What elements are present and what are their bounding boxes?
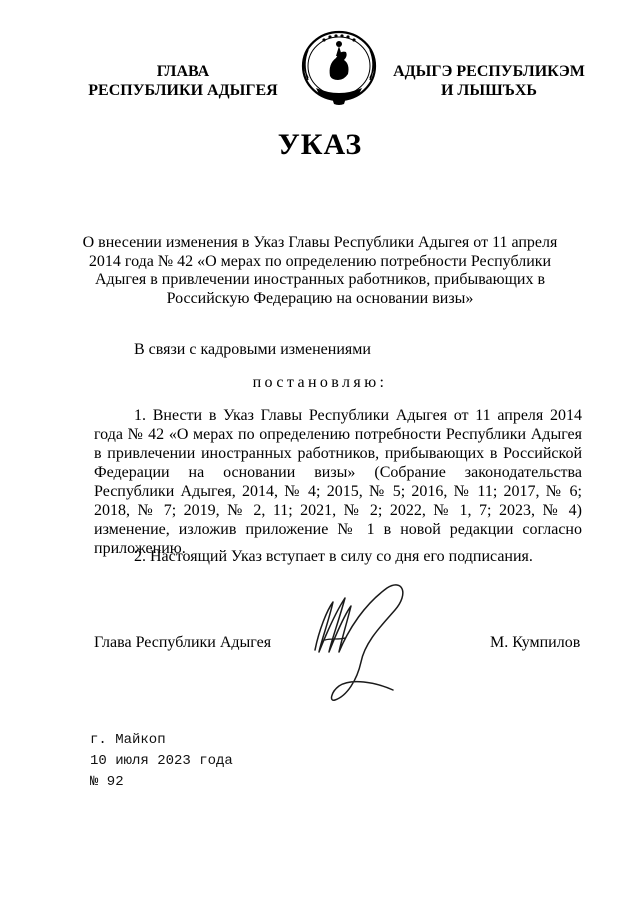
document-subject: О внесении изменения в Указ Главы Республики Адыгея от 11 апреля 2014 года № 42 «О мерах по определению потребности Республики Адыгея в привлечении иностранных работников, прибывающих в Российскую Федерацию на основании визы»	[82, 234, 558, 307]
header-left-line2: РЕСПУБЛИКИ АДЫГЕЯ	[88, 82, 278, 99]
document-footer	[90, 730, 233, 793]
footer-number: № 92	[90, 774, 124, 790]
signatory-role: Глава Республики Адыгея	[94, 634, 272, 651]
decree-item-2: 2. Настоящий Указ вступает в силу со дня его подписания.	[134, 548, 533, 565]
decree-word: постановляю:	[252, 374, 388, 391]
document-title: УКАЗ	[277, 128, 363, 161]
handwritten-signature	[305, 580, 425, 710]
footer-date: 10 июля 2023 года	[90, 753, 233, 769]
header-right	[384, 62, 594, 100]
decree-item-1: 1. Внести в Указ Главы Республики Адыгея от 11 апреля 2014 года № 42 «О мерах по определению потребности Республики Адыгея в привлечении иностранных работников, прибывающих в Российской Федерации на основании визы» (Собрание законодательства Республики Адыгея, 2014, № 4; 2015, № 5; 2016, № 11; 2017, № 6; 2018, № 7; 2019, № 2, 11; 2021, № 2; 2022, № 1, 7; 2023, № 4) изменение, изложив приложение № 1 в новой редакции согласно приложению.	[94, 407, 582, 557]
header-left	[78, 62, 288, 100]
header-right-line1: АДЫГЭ РЕСПУБЛИКЭМ	[393, 63, 585, 80]
header-right-line2: И ЛЫШЪХЬ	[440, 82, 538, 99]
document-preamble: В связи с кадровыми изменениями	[134, 341, 371, 358]
coat-of-arms-icon	[294, 26, 384, 110]
header-left-line1: ГЛАВА	[156, 63, 210, 80]
footer-place: г. Майкоп	[90, 732, 166, 748]
signatory-name: М. Кумпилов	[490, 634, 581, 651]
